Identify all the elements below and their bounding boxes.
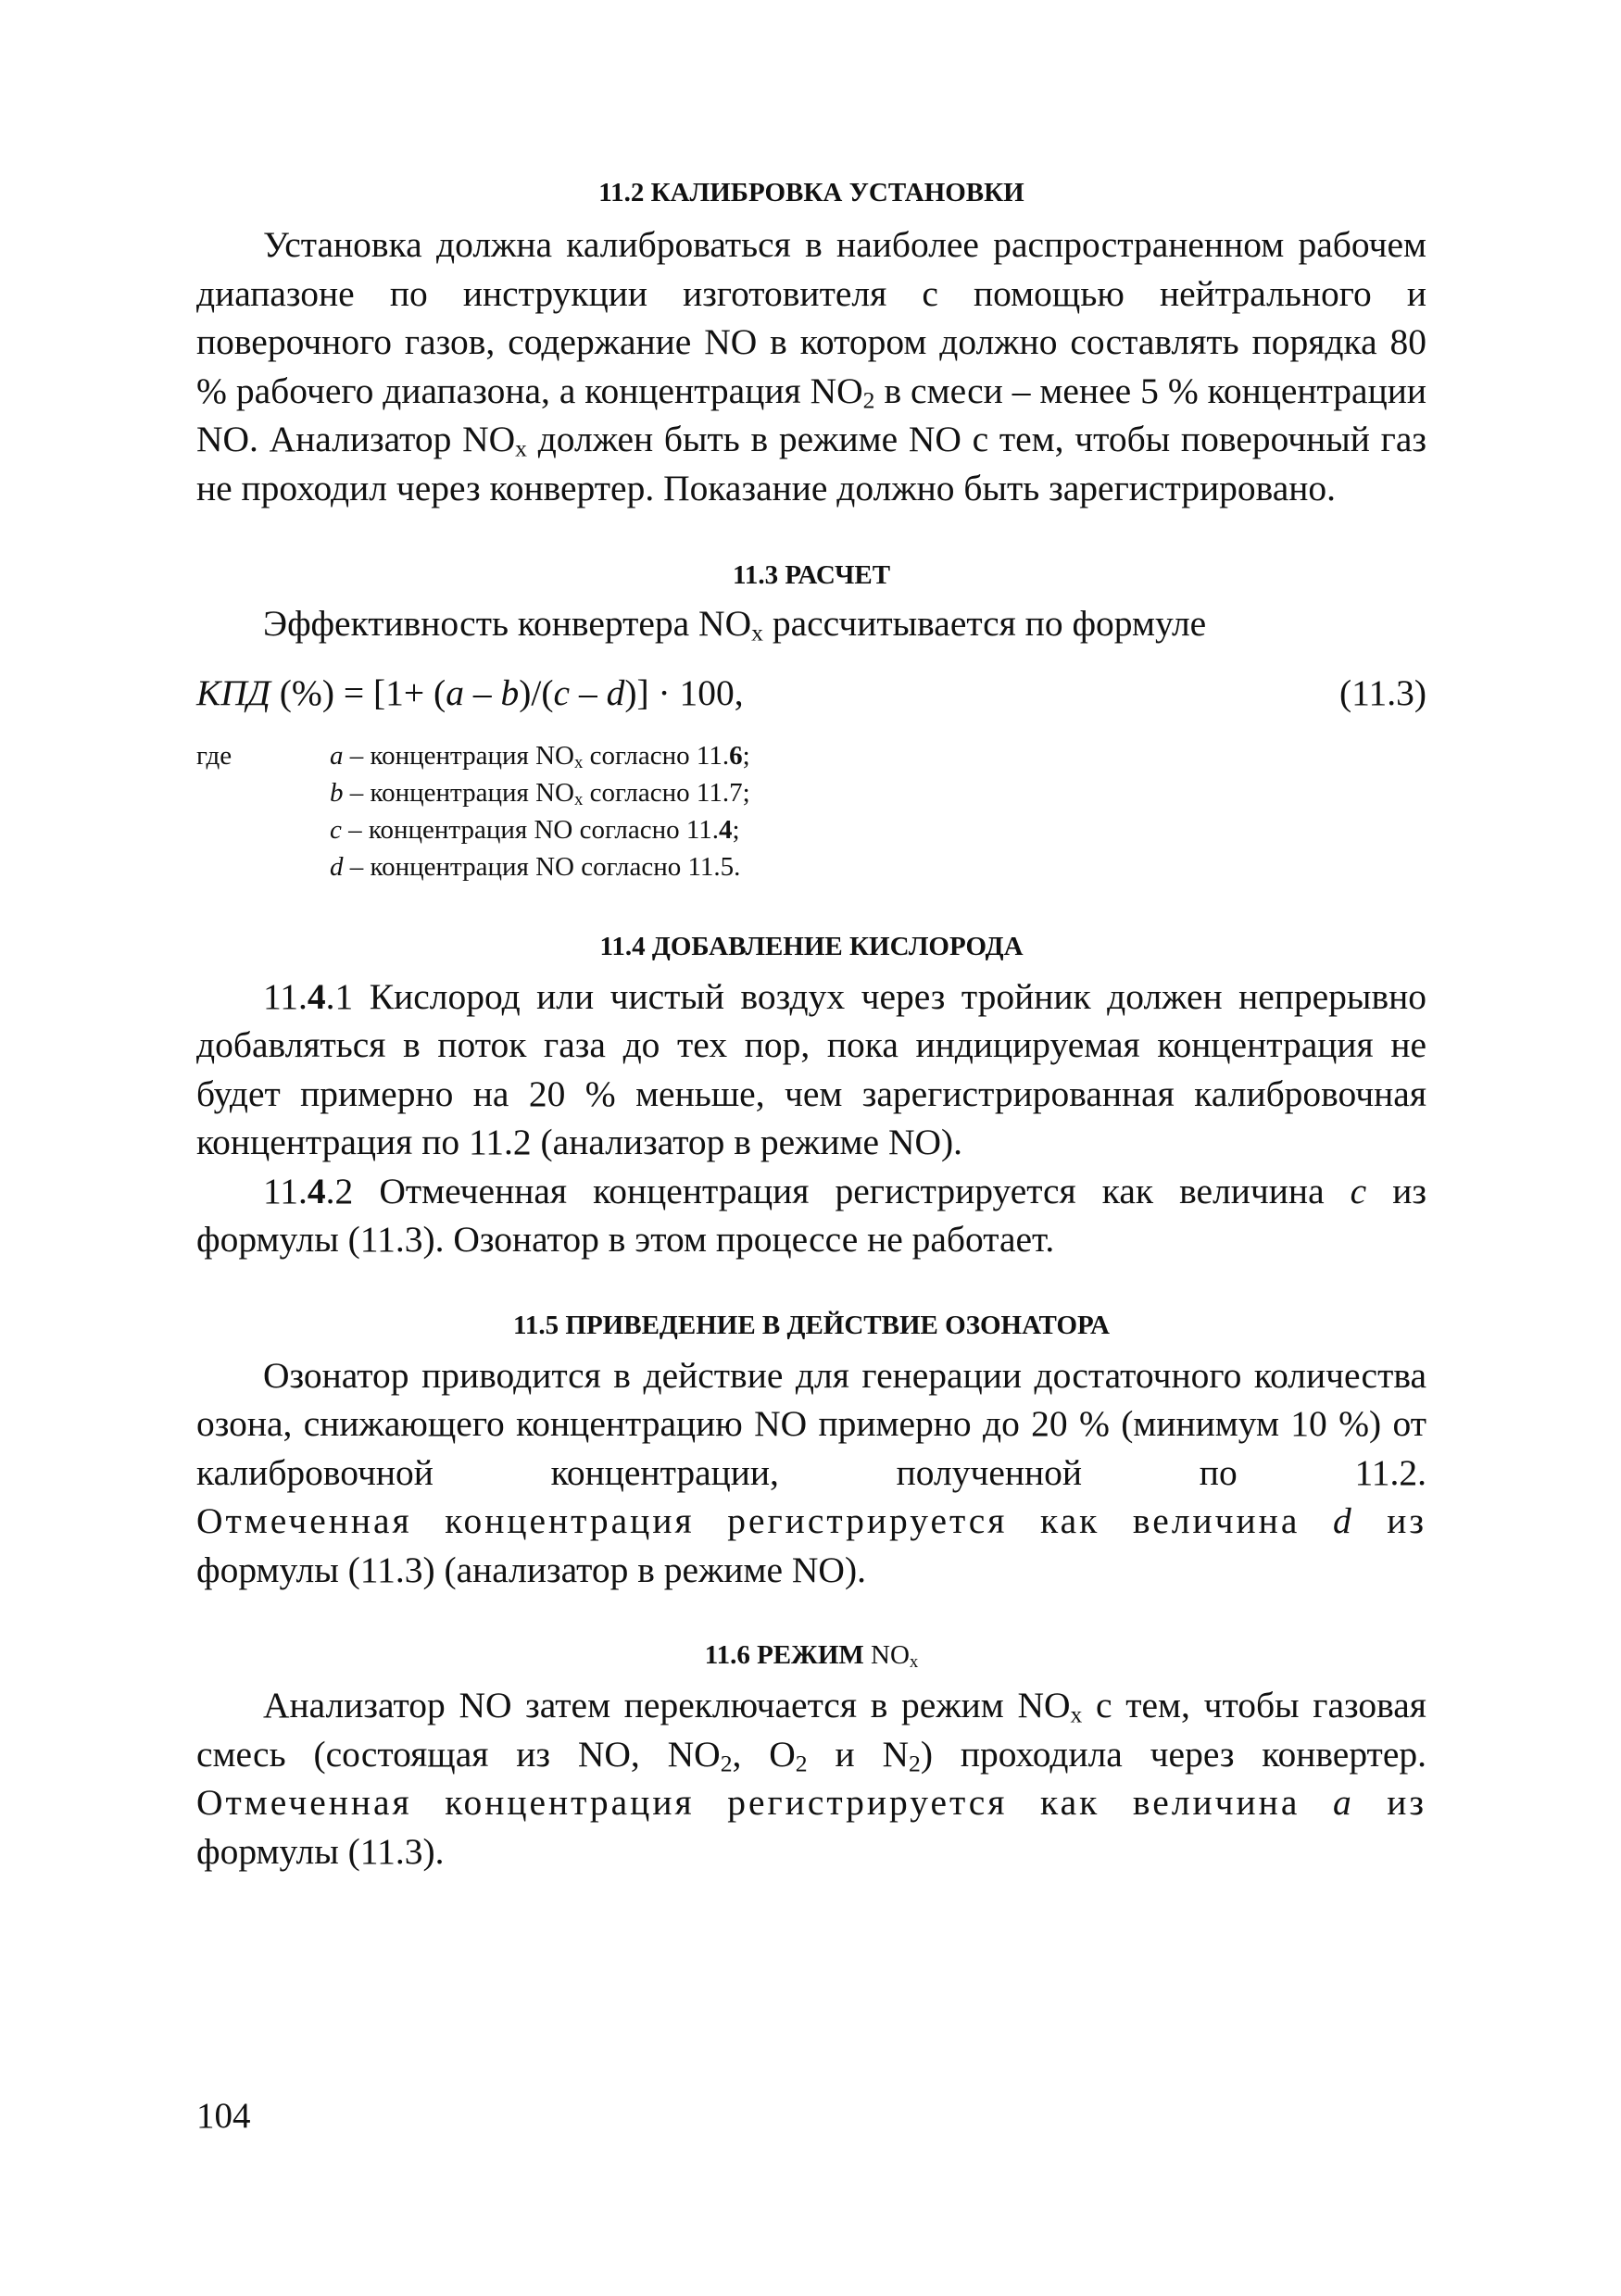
document-page [196,174,1426,1876]
paragraph-11-5-end: формулы (11.3) (анализатор в режиме NO). [196,1549,866,1590]
section-heading-11-5: 11.5 ПРИВЕДЕНИЕ В ДЕЙСТВИЕ ОЗОНАТОРА [513,1310,1110,1340]
paragraph-11-6-cont: Отмеченная концентрация регистрируется как величина a из [196,1782,1426,1823]
paragraph-11-6: Анализатор NO затем переключается в режим $NO_x$ с тем, чтобы газовая смесь (состоящая из NO, $NO_2$, $O_2$ и $N_2$) проходила через конвертер. [196,1685,1426,1777]
paragraph-11-3-intro: Эффективность конвертера $NO_x$ рассчитывается по формуле [263,603,1207,646]
paragraph-11-4-1: 11.4.1 Кислород или чистый воздух через тройник должен непрерывно добавляться в поток газа до тех пор, пока индицируемая концентрация не будет примерно на 20 % меньше, чем зарегистрированная калибровочная концентрация по 11.2 (анализатор в режиме NO). [196,975,1426,1162]
section-heading-11-4: 11.4 ДОБАВЛЕНИЕ КИСЛОРОДА [599,931,1024,961]
legend-label: где [196,740,232,771]
legend-item: b – концентрация $NO_x$ согласно 11.7; [330,777,750,809]
legend-list [330,737,750,885]
paragraph-11-5: Озонатор приводится в действие для генерации достаточного количества озона, снижающего концентрацию NO примерно до 20 % (минимум 10 %) от калибровочной концентрации, полученной по 11.2. [196,1354,1426,1493]
paragraph-11-2: Установка должна калиброваться в наиболее распространенном рабочем диапазоне по инструкции изготовителя с помощью нейтрального и поверочного газов, содержание NO в котором должно составлять порядка 80 % рабочего диапазона, а концентрация $NO_2$ в смеси – менее 5 % концентрации NO. Анализатор $NO_x$ должен быть в режиме NO с тем, чтобы поверочный газ не проходил через конвертер. Показание должно быть зарегистрировано. [196,224,1426,508]
paragraph-11-6-end: формулы (11.3). [196,1830,445,1872]
page-number: 104 [196,2096,251,2136]
section-heading-11-2: 11.2 КАЛИБРОВКА УСТАНОВКИ [598,178,1024,207]
formula-expression: КПД (%) = [1+ (a – b)/(c – d)] · 100, [196,671,744,713]
formula-11-3 [196,669,1426,717]
legend-item: d – концентрация NO согласно 11.5. [330,851,741,882]
formula-legend [196,737,1426,885]
paragraph-11-5-cont: Отмеченная концентрация регистрируется как величина d из [196,1500,1426,1541]
legend-item: a – концентрация $NO_x$ согласно 11.6; [330,740,750,772]
formula-number: (11.3) [1339,671,1426,713]
legend-item: c – концентрация NO согласно 11.4; [330,814,740,845]
section-heading-11-3: 11.3 РАСЧЕТ [732,560,891,590]
paragraph-11-4-2: 11.4.2 Отмеченная концентрация регистрируется как величина c из формулы (11.3). Озонатор в этом процессе не работает. [196,1170,1426,1260]
section-heading-11-6: 11.6 РЕЖИМ $NO_x$ [704,1640,919,1673]
